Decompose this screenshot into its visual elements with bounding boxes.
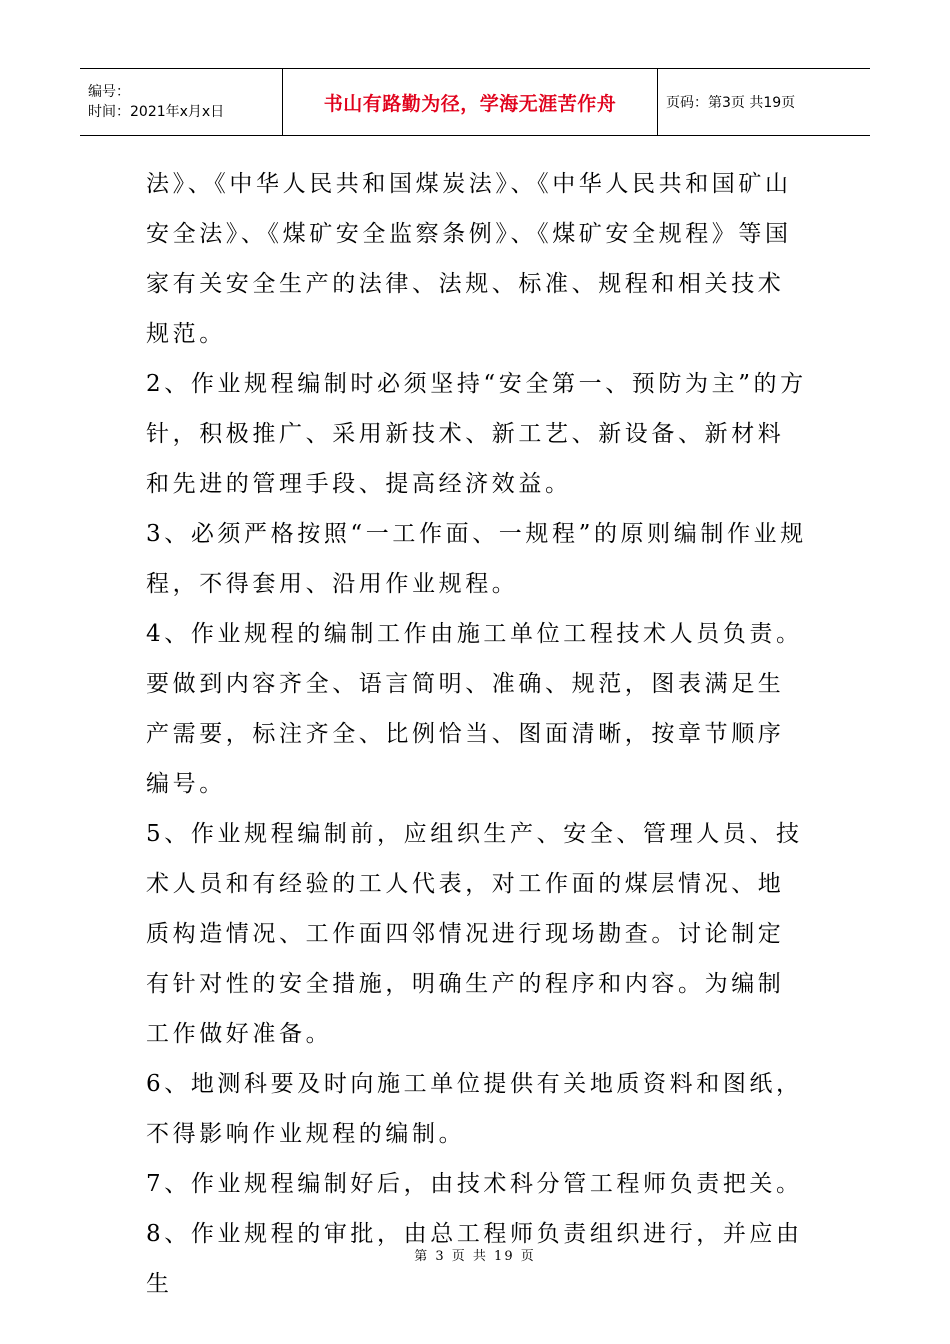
page-footer: 第 3 页 共 19 页 xyxy=(414,1249,536,1264)
body-paragraph: 5、作业规程编制前，应组织生产、安全、管理人员、技术人员和有经验的工人代表，对工作面的煤层情况、地质构造情况、工作面四邻情况进行现场勘查。讨论制定有针对性的安全措施，明确生产的程序和内容。为编制工作做好准备。 xyxy=(146,821,803,1047)
document-body xyxy=(146,159,810,1309)
header-motto-cell xyxy=(283,69,658,135)
header-left-cell xyxy=(80,69,283,135)
body-paragraph: 3、必须严格按照“一工作面、一规程”的原则编制作业规程，不得套用、沿用作业规程。 xyxy=(146,521,807,597)
header-page-info: 页码：第3页 共19页 xyxy=(666,95,796,111)
body-paragraph: 2、作业规程编制时必须坚持“安全第一、预防为主”的方针，积极推广、采用新技术、新工艺、新设备、新材料和先进的管理手段、提高经济效益。 xyxy=(146,371,807,497)
body-paragraph: 法》、《中华人民共和国煤炭法》、《中华人民共和国矿山安全法》、《煤矿安全监察条例》、《煤矿安全规程》等国家有关安全生产的法律、法规、标准、规程和相关技术规范。 xyxy=(146,171,792,347)
body-paragraph: 6、地测科要及时向施工单位提供有关地质资料和图纸，不得影响作业规程的编制。 xyxy=(146,1071,803,1147)
body-paragraph: 7、作业规程编制好后，由技术科分管工程师负责把关。 xyxy=(146,1171,803,1197)
document-time-label: 时间：2021年x月x日 xyxy=(88,104,225,120)
header-page-cell xyxy=(658,69,870,135)
body-paragraph: 8、作业规程的审批，由总工程师负责组织进行，并应由生 xyxy=(146,1221,803,1297)
header-motto: 书山有路勤为径，学海无涯苦作舟 xyxy=(323,92,617,115)
document-number-label: 编号： xyxy=(88,84,130,100)
document-header xyxy=(80,68,870,136)
body-paragraph: 4、作业规程的编制工作由施工单位工程技术人员负责。要做到内容齐全、语言简明、准确、规范，图表满足生产需要，标注齐全、比例恰当、图面清晰，按章节顺序编号。 xyxy=(146,621,803,797)
